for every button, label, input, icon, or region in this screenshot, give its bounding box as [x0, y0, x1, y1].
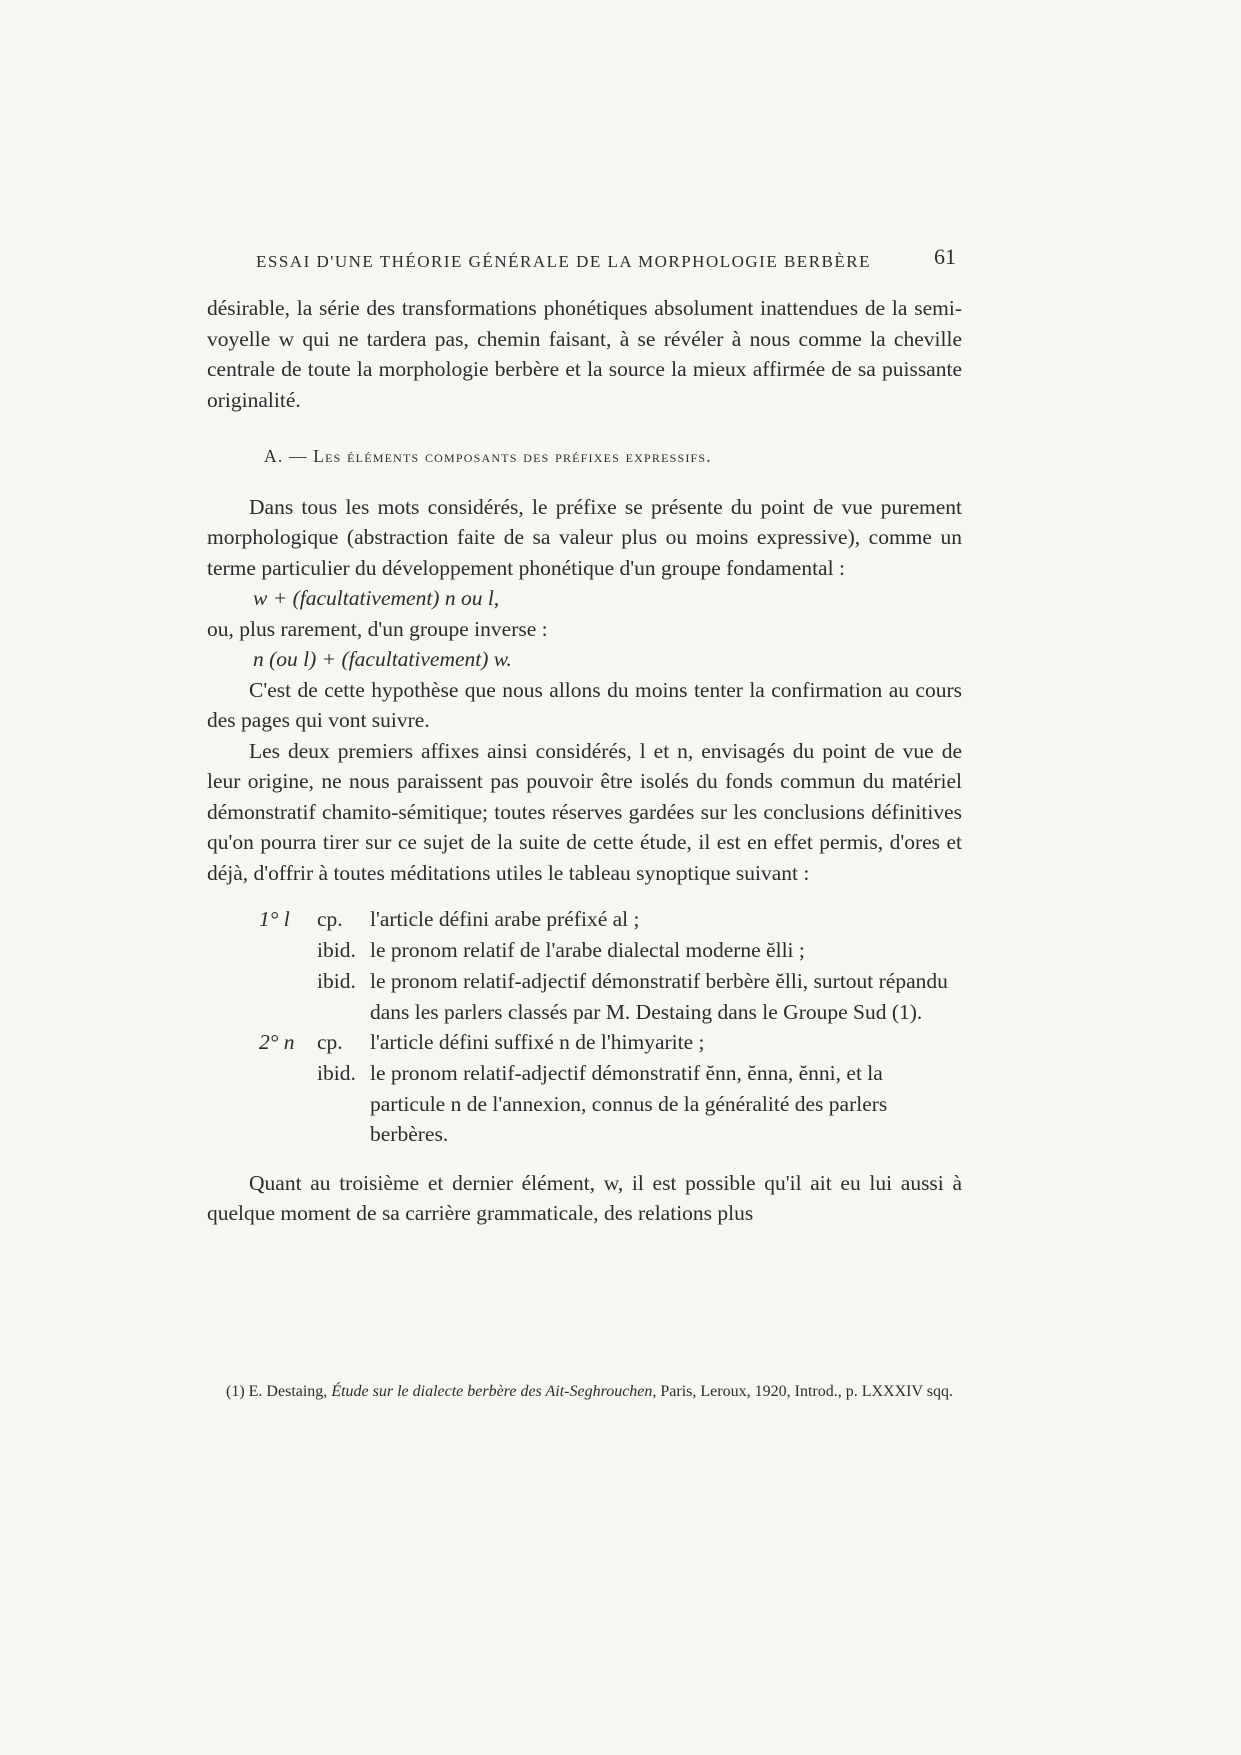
running-head: ESSAI D'UNE THÉORIE GÉNÉRALE DE LA MORPHOLOGIE BERBÈRE — [256, 252, 871, 271]
row-reference: cp. — [317, 907, 343, 931]
row-text: l'article défini arabe préfixé al ; — [370, 907, 640, 931]
group-number-l: 1° l — [259, 907, 290, 931]
row-reference: ibid. — [317, 1061, 356, 1085]
row-text: l'article défini suffixé n de l'himyarite ; — [370, 1030, 705, 1054]
footnote-rest: Paris, Leroux, 1920, Introd., p. LXXXIV sqq. — [660, 1383, 953, 1400]
table-row — [207, 1027, 962, 1058]
footnote-title: Étude sur le dialecte berbère des Ait-Seghrouchen, — [331, 1383, 657, 1400]
footnote-marker: (1) — [226, 1383, 245, 1400]
formula-inverse: n (ou l) + (facultativement) w. — [253, 647, 512, 671]
page-header — [256, 244, 956, 278]
paragraph-continuation: désirable, la série des transformations phonétiques absolument inattendues de la semi-voyelle w qui ne tardera pas, chemin faisant, à se révéler à nous comme la cheville centrale de toute la morphologie berbère et la source la mieux affirmée de sa puissante originalité. — [207, 296, 962, 412]
table-row — [207, 966, 962, 1027]
paragraph-third-element: Quant au troisième et dernier élément, w, il est possible qu'il ait eu lui aussi à quelque moment de sa carrière grammaticale, des relations plus — [207, 1170, 962, 1225]
table-row — [207, 1058, 962, 1150]
row-text: le pronom relatif-adjectif démonstratif berbère ĕlli, surtout répandu dans les parlers classés par M. Destaing dans le Groupe Sud (1). — [370, 969, 948, 1024]
paragraph-affixes: Les deux premiers affixes ainsi considérés, l et n, envisagés du point de vue de leur origine, ne nous paraissent pas pouvoir être isolés du fonds commun du matériel démonstratif chamito-sémitique; toutes réserves gardées sur les conclusions définitives qu'on pourra tirer sur ce sujet de la suite de cette étude, il est en effet permis, d'ores et déjà, d'offrir à toutes méditations utiles le tableau synoptique suivant : — [207, 738, 962, 885]
row-text: le pronom relatif de l'arabe dialectal moderne ĕlli ; — [370, 938, 805, 962]
body-text — [207, 293, 962, 1229]
row-reference: ibid. — [317, 969, 356, 993]
page-number: 61 — [934, 244, 956, 269]
footnote-author: E. Destaing, — [248, 1383, 328, 1400]
table-row — [207, 904, 962, 935]
synoptic-table — [207, 904, 962, 1150]
table-row — [207, 935, 962, 966]
row-reference: ibid. — [317, 938, 356, 962]
footnote — [226, 1380, 964, 1404]
paragraph-hypothesis: C'est de cette hypothèse que nous allons du moins tenter la confirmation au cours des pages qui vont suivre. — [207, 677, 962, 732]
group-number-n: 2° n — [259, 1030, 295, 1054]
paragraph-prefixes: Dans tous les mots considérés, le préfixe se présente du point de vue purement morphologique (abstraction faite de sa valeur plus ou moins expressive), comme un terme particulier du développement phonétique d'un groupe fondamental : — [207, 494, 962, 580]
formula-primary: w + (facultativement) n ou l, — [253, 586, 500, 610]
section-heading: A. — Les éléments composants des préfixes expressifs. — [264, 446, 712, 466]
paragraph-inverse-group: ou, plus rarement, d'un groupe inverse : — [207, 616, 548, 641]
row-reference: cp. — [317, 1030, 343, 1054]
row-text: le pronom relatif-adjectif démonstratif ĕnn, ĕnna, ĕnni, et la particule n de l'annexion, connus de la généralité des parlers berbères. — [370, 1061, 888, 1146]
